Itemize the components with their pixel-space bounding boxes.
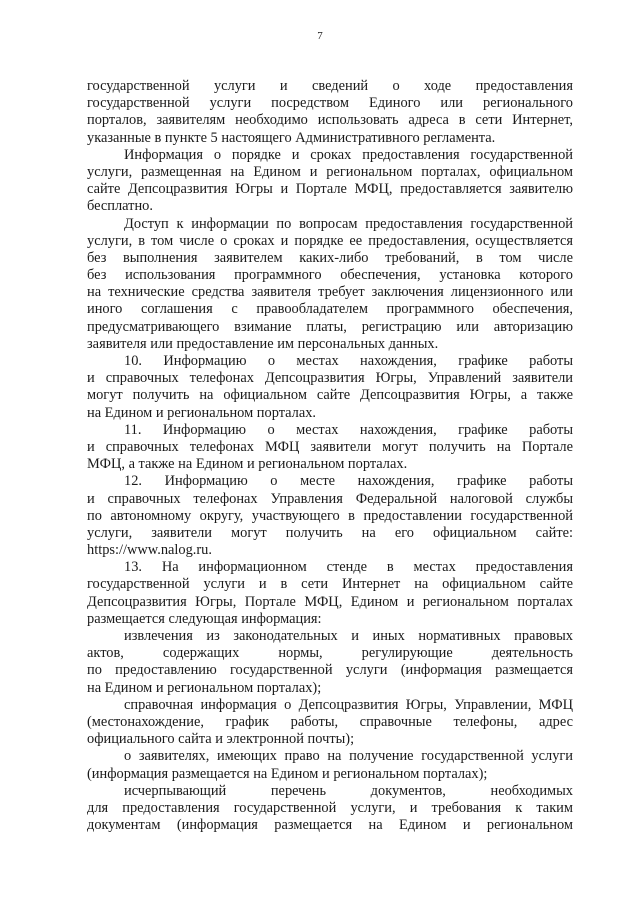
text-line: актов, содержащих нормы, регулирующие деятельность	[87, 645, 573, 662]
text-line: без выполнения заявителем каких-либо требований, в том числе	[87, 249, 573, 266]
text-line: услуги, размещенная на Едином и региональном порталах, официальном	[87, 163, 573, 180]
text-line: извлечения из законодательных и иных нормативных правовых	[124, 628, 573, 644]
text-line: на технические средства заявителя требует заключения лицензионного или	[87, 284, 573, 301]
text-line: государственной услуги и в сети Интернет на официальном сайте	[87, 576, 573, 593]
text-line: услуги, заявители могут получить на его официальном сайте:	[87, 524, 573, 541]
text-line: (местонахождение, график работы, справочные телефоны, адрес	[87, 713, 573, 730]
text-line: порталов, заявителям необходимо использовать адреса в сети Интернет,	[87, 112, 573, 129]
text-line: без использования программного обеспечения, установка которого	[87, 267, 573, 284]
text-line: предусматривающего взимание платы, регистрацию или авторизацию	[87, 318, 573, 335]
text-line: и справочных телефонах МФЦ заявители могут получить на Портале	[87, 438, 573, 455]
text-line: государственной услуги посредством Единого или регионального	[87, 95, 573, 112]
text-line: на Едином и региональном порталах.	[87, 404, 317, 421]
text-line: указанные в пункте 5 настоящего Административного регламента.	[87, 129, 496, 146]
text-line: 13. На информационном стенде в местах предоставления	[124, 559, 573, 576]
text-line: 12. Информацию о месте нахождения, графике работы	[124, 473, 573, 490]
text-line: по предоставлению государственной услуги (информация размещается	[87, 662, 573, 679]
document-body	[87, 78, 573, 834]
text-line: иного соглашения с правообладателем программного обеспечения,	[87, 301, 573, 318]
text-line: услуги, в том числе о сроках и порядке ее предоставления, осуществляется	[87, 232, 573, 249]
text-line: сайте Депсоцразвития Югры и Портале МФЦ, предоставляется заявителю	[87, 181, 573, 198]
text-line: (информация размещается на Едином и региональном порталах);	[87, 765, 488, 782]
text-line: могут получить на официальном сайте Депсоцразвития Югры, а также	[87, 387, 573, 404]
text-line: размещается следующая информация:	[87, 610, 322, 627]
text-line: официального сайта и электронной почты);	[87, 731, 355, 748]
text-line: бесплатно.	[87, 198, 153, 215]
text-line: исчерпывающий перечень документов, необходимых	[124, 782, 573, 799]
text-line: МФЦ, а также на Едином и региональном порталах.	[87, 456, 408, 473]
text-line: для предоставления государственной услуги, и требования к таким	[87, 799, 573, 816]
text-line: и справочных телефонах Управления Федеральной налоговой службы	[87, 490, 573, 507]
text-line: 10. Информацию о местах нахождения, графике работы	[124, 353, 573, 369]
text-line: заявителя или предоставление им персональных данных.	[87, 335, 439, 352]
text-line: государственной услуги и сведений о ходе предоставления	[87, 78, 573, 94]
text-line: и справочных телефонах Депсоцразвития Югры, Управлений заявители	[87, 370, 573, 387]
text-line: Доступ к информации по вопросам предоставления государственной	[124, 215, 573, 232]
text-line: документам (информация размещается на Едином и региональном	[87, 817, 573, 834]
page-number: 7	[317, 30, 323, 42]
text-line: Депсоцразвития Югры, Портале МФЦ, Едином и региональном порталах	[87, 593, 573, 610]
text-line: на Едином и региональном порталах);	[87, 679, 322, 696]
text-line: по автономному округу, участвующего в предоставлении государственной	[87, 507, 573, 524]
text-line: Информация о порядке и сроках предоставления государственной	[124, 146, 573, 163]
text-line: 11. Информацию о местах нахождения, графике работы	[124, 421, 573, 438]
text-line: о заявителях, имеющих право на получение государственной услуги	[124, 748, 573, 765]
text-line: https://www.nalog.ru.	[87, 542, 212, 559]
text-line: справочная информация о Депсоцразвития Югры, Управлении, МФЦ	[124, 696, 573, 713]
